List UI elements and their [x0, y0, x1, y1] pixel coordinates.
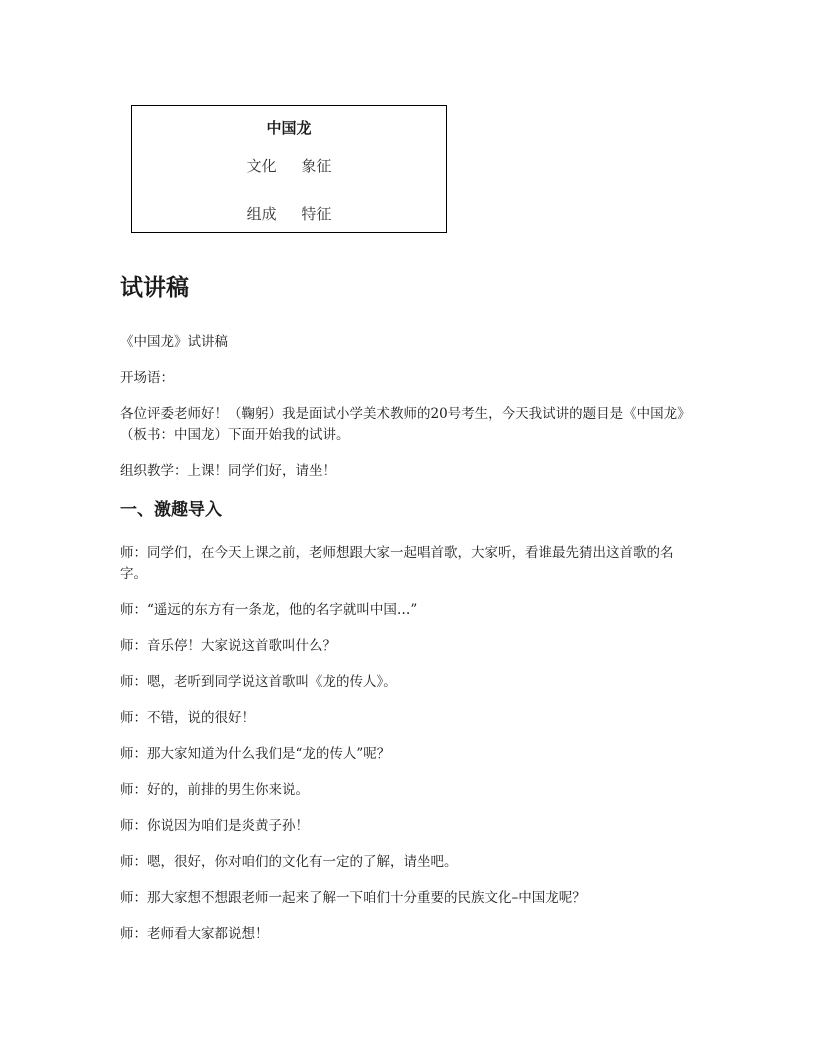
board-row [132, 155, 446, 176]
greeting-paragraph: 各位评委老师好！（鞠躬）我是面试小学美术教师的20号考生，今天我试讲的题目是《中国龙》（板书：中国龙）下面开始我的试讲。 [120, 406, 691, 443]
board-term: 组成 [246, 205, 277, 223]
dialogue-line: 师：嗯，很好，你对咱们的文化有一定的了解，请坐吧。 [120, 854, 458, 870]
board-title: 中国龙 [266, 119, 312, 137]
board-term: 文化 [246, 157, 277, 175]
dialogue-line: 师：老师看大家都说想！ [120, 926, 269, 942]
opening-label: 开场语： [120, 370, 174, 386]
dialogue-line: 师：嗯，老听到同学说这首歌叫《龙的传人》。 [120, 674, 397, 690]
dialogue-line: 师：不错，说的很好！ [120, 710, 255, 726]
board-row [132, 203, 446, 224]
board-term: 特征 [301, 205, 332, 223]
dialogue-line: 师：音乐停！大家说这首歌叫什么？ [120, 638, 336, 654]
organize-line: 组织教学：上课！同学们好，请坐！ [120, 463, 336, 479]
dialogue-line: 师：同学们，在今天上课之前，老师想跟大家一起唱首歌，大家听，看谁最先猜出这首歌的名字。 [120, 545, 674, 582]
document-title: 试讲稿 [120, 275, 189, 301]
dialogue-line: 师：那大家想不想跟老师一起来了解一下咱们十分重要的民族文化–中国龙呢？ [120, 890, 586, 906]
section-heading: 一、激趣导入 [120, 500, 222, 520]
board-term: 象征 [301, 157, 332, 175]
dialogue-line: 师：好的，前排的男生你来说。 [120, 782, 309, 798]
blackboard-outline-box [131, 105, 447, 233]
dialogue-line: 师：你说因为咱们是炎黄子孙！ [120, 818, 309, 834]
document-body [120, 270, 700, 960]
dialogue-line: 师：那大家知道为什么我们是“龙的传人”呢？ [120, 746, 391, 762]
intro-line: 《中国龙》试讲稿 [120, 334, 228, 350]
dialogue-line: 师：“遥远的东方有一条龙，他的名字就叫中国…” [120, 602, 418, 618]
